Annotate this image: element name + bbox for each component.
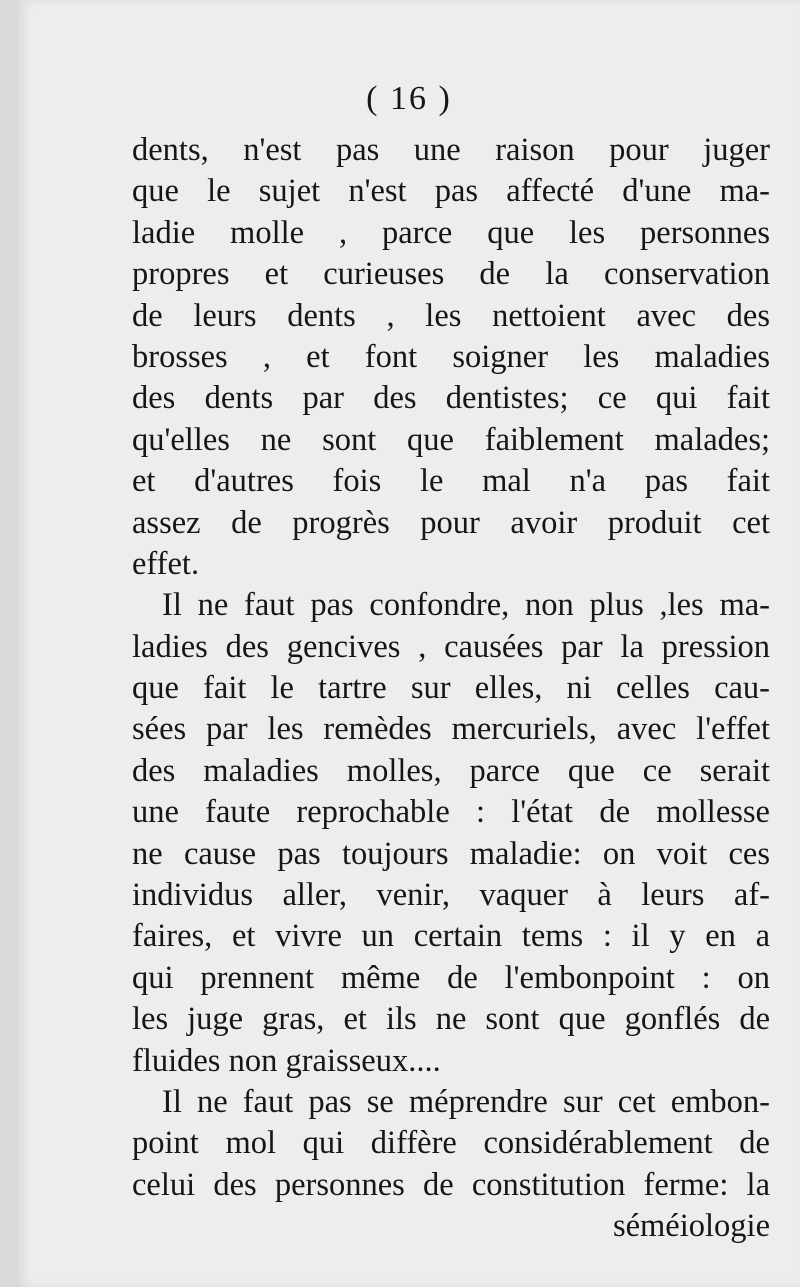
text-line: dents, n'est pas une raison pour juger [132, 132, 770, 168]
text-line: que le sujet n'est pas affecté d'une ma- [132, 173, 770, 210]
text-line: faires, et vivre un certain tems : il y en a [132, 918, 770, 955]
text-line: brosses , et font soigner les maladies [132, 338, 770, 375]
text-line: Il ne faut pas confondre, non plus ,les ma- [162, 587, 770, 624]
text-line: ladies des gencives , causées par la pression [132, 628, 770, 665]
body-text [132, 130, 770, 1248]
text-line: effet. [132, 545, 200, 582]
text-line: Il ne faut pas se méprendre sur cet embon- [162, 1083, 770, 1120]
text-line: propres et curieuses de la conservation [132, 256, 770, 293]
text-line: individus aller, venir, vaquer à leurs af- [132, 877, 770, 914]
text-line: ne cause pas toujours maladie: on voit ces [132, 835, 770, 872]
text-line: des dents par des dentistes; ce qui fait [132, 380, 770, 417]
text-line: celui des personnes de constitution ferme: la [132, 1166, 770, 1203]
text-line: les juge gras, et ils ne sont que gonflés de [132, 1001, 770, 1038]
text-line: sées par les remèdes mercuriels, avec l'effet [132, 711, 770, 748]
text-line: point mol qui diffère considérablement de [132, 1125, 770, 1162]
text-line: des maladies molles, parce que ce serait [132, 752, 770, 789]
page-number: ( 16 ) [366, 80, 452, 117]
text-line: ladie molle , parce que les personnes [132, 214, 770, 251]
text-line: de leurs dents , les nettoient avec des [132, 297, 770, 334]
text-line: assez de progrès pour avoir produit cet [132, 504, 770, 541]
text-line: qui prennent même de l'embonpoint : on [132, 959, 770, 996]
book-page [18, 0, 800, 1287]
text-line: fluides non graisseux.... [132, 1042, 441, 1079]
text-line: une faute reprochable : l'état de mollesse [132, 794, 770, 831]
text-line: que fait le tartre sur elles, ni celles cau- [132, 670, 770, 707]
text-line: et d'autres fois le mal n'a pas fait [132, 463, 770, 500]
text-line: qu'elles ne sont que faiblement malades; [132, 421, 770, 458]
catchword: séméiologie [612, 1208, 770, 1245]
